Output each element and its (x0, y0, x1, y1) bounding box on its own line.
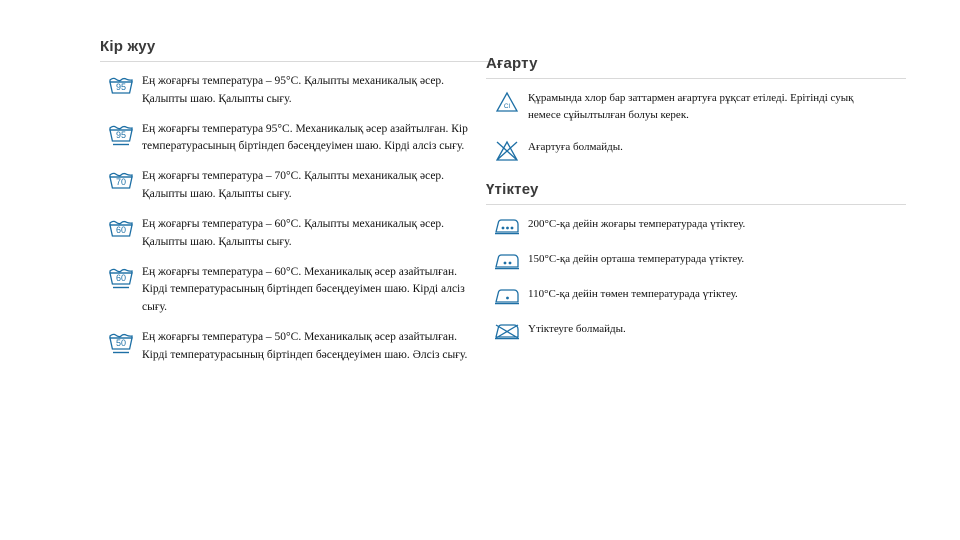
bleach-item (486, 138, 906, 163)
iron-not-allowed-icon (486, 320, 528, 341)
wash-section (100, 38, 490, 376)
bleach-section-title: Ағарту (486, 55, 538, 72)
bleach-section (486, 55, 906, 163)
iron-item-text: 200°С-қа дейін жоғары температурада үтіктеу. (528, 218, 746, 231)
wash-item-text: Ең жоғарғы температура – 70°С. Қалыпты механикалық әсер. Қалыпты шаю. Қалыпты сығу. (142, 170, 445, 201)
wash-item-text: Ең жоғарғы температура 95°С. Механикалық әсер азайтылған. Кір температурасының біртіндеп бәсеңдеуімен шаю. Кірді алсіз сығу. (142, 122, 468, 153)
wash-item (100, 328, 490, 365)
bleach-item-text: Ағартуға болмайды. (528, 141, 623, 154)
wash-temp-label: 70 (115, 177, 127, 188)
iron-item (486, 250, 906, 271)
wash-tub-50-reduced-icon (100, 328, 142, 355)
bleach-item-text: Құрамында хлор бар заттармен ағартуға рұқсат етіледі. Ерітінді суық немесе сұйылтылған болуы керек. (528, 92, 854, 122)
wash-temp-label: 50 (115, 337, 127, 348)
iron-item-text: 150°С-қа дейін орташа температурада үтіктеу. (528, 253, 745, 266)
wash-item-text: Ең жоғарғы температура – 50°С. Механикалық әсер азайтылған. Кірді температурасының біртіндеп бәсеңдеуімен шаю. Әлсіз сығу. (142, 330, 468, 361)
bleach-chlorine-allowed-icon (486, 89, 528, 114)
wash-tub-95-reduced-icon (100, 120, 142, 147)
iron-item (486, 320, 906, 341)
wash-section-divider (100, 61, 490, 62)
wash-item (100, 120, 490, 157)
wash-item-text: Ең жоғарғы температура – 60°С. Қалыпты механикалық әсер. Қалыпты шаю. Қалыпты сығу. (142, 217, 445, 248)
wash-item (100, 215, 490, 252)
wash-tub-60-normal-icon (100, 215, 142, 240)
iron-section-title: Үтіктеу (486, 181, 539, 199)
bleach-section-divider (486, 78, 906, 79)
wash-tub-60-reduced-icon (100, 263, 142, 290)
iron-section-divider (486, 204, 906, 205)
svg-text:Cl: Cl (503, 103, 511, 110)
iron-item (486, 285, 906, 306)
wash-tub-70-normal-icon (100, 167, 142, 192)
wash-tub-95-normal-icon (100, 72, 142, 97)
iron-section (486, 181, 906, 341)
bleach-iron-column (486, 55, 906, 355)
bleach-item (486, 89, 906, 124)
wash-item (100, 72, 490, 109)
iron-three-dots-icon (486, 215, 528, 236)
wash-item (100, 263, 490, 317)
wash-item (100, 167, 490, 204)
wash-item-text: Ең жоғарғы температура – 60°С. Механикалық әсер азайтылған. Кірді температурасының біртіндеп бәсеңдеуімен шаю. Кірді алсіз сығу. (142, 265, 465, 314)
wash-section-title: Кір жуу (100, 38, 156, 55)
bleach-not-allowed-icon (486, 138, 528, 163)
iron-item (486, 215, 906, 236)
wash-temp-label: 95 (115, 82, 127, 92)
iron-two-dots-icon (486, 250, 528, 271)
wash-temp-label: 60 (115, 224, 127, 235)
iron-item-text: 110°С-қа дейін төмен температурада үтіктеу. (528, 288, 738, 301)
iron-item-text: Үтіктеуге болмайды. (528, 323, 626, 336)
wash-temp-label: 60 (115, 272, 127, 283)
wash-item-text: Ең жоғарғы температура – 95°С. Қалыпты механикалық әсер. Қалыпты шаю. Қалыпты сығу. (142, 75, 445, 105)
iron-one-dot-icon (486, 285, 528, 306)
wash-temp-label: 95 (115, 129, 127, 140)
